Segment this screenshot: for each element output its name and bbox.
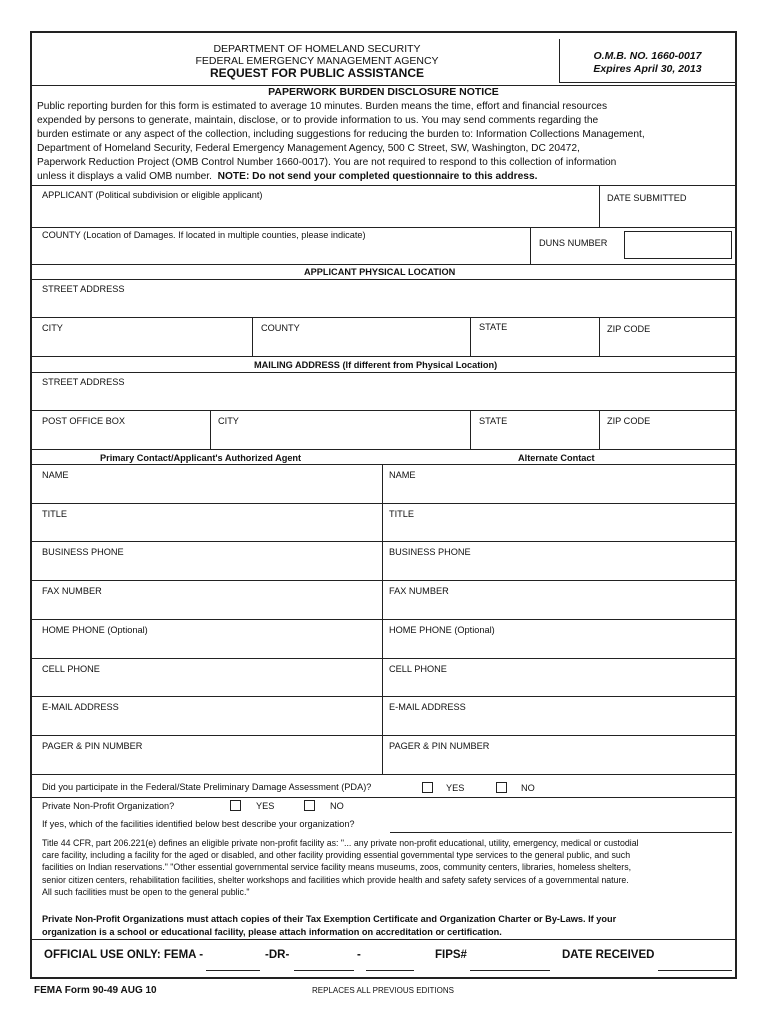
- facility-answer-line[interactable]: [390, 832, 732, 833]
- primary-business-phone-label[interactable]: BUSINESS PHONE: [42, 547, 124, 557]
- duns-number-label: DUNS NUMBER: [539, 238, 608, 248]
- definition-line: All such facilities must be open to the general public.": [42, 886, 250, 897]
- physical-location-title: APPLICANT PHYSICAL LOCATION: [304, 267, 456, 277]
- street-address-label[interactable]: STREET ADDRESS: [42, 284, 125, 294]
- definition-line: senior citizen centers, rehabilitation facilities, shelter workshops and facilities which provide health and safety safety services of a governmental nature.: [42, 874, 629, 885]
- agency-block: [92, 43, 542, 79]
- alternate-name-label[interactable]: NAME: [389, 470, 416, 480]
- instruction-line: Private Non-Profit Organizations must attach copies of their Tax Exemption Certificate and Organization Charter or By-Laws. If your: [42, 914, 617, 924]
- notice-line: [37, 170, 732, 184]
- pnp-no-label: NO: [330, 801, 344, 811]
- omb-number: O.M.B. NO. 1660-0017: [593, 50, 702, 62]
- alternate-email-label[interactable]: E-MAIL ADDRESS: [389, 702, 466, 712]
- primary-cell-phone-label[interactable]: CELL PHONE: [42, 664, 100, 674]
- divider: [252, 317, 253, 356]
- divider: [32, 317, 735, 318]
- alternate-cell-phone-label[interactable]: CELL PHONE: [389, 664, 447, 674]
- divider: [32, 449, 735, 450]
- paperwork-notice-text: [37, 100, 732, 184]
- date-submitted-label: DATE SUBMITTED: [607, 193, 687, 203]
- primary-fax-label[interactable]: FAX NUMBER: [42, 586, 102, 596]
- primary-title-label[interactable]: TITLE: [42, 509, 68, 519]
- alternate-contact-title: Alternate Contact: [518, 453, 595, 463]
- mailing-zip-label[interactable]: ZIP CODE: [607, 416, 651, 426]
- duns-number-input[interactable]: [624, 231, 732, 259]
- notice-line: Paperwork Reduction Project (OMB Control Number 1660-0017). You are not required to respond to this collection of information: [37, 157, 617, 168]
- divider: [32, 774, 735, 775]
- post-office-box-label[interactable]: POST OFFICE BOX: [42, 416, 126, 426]
- divider: [32, 658, 735, 659]
- agency-name: FEDERAL EMERGENCY MANAGEMENT AGENCY: [195, 55, 439, 67]
- divider: [32, 541, 735, 542]
- primary-name-label[interactable]: NAME: [42, 470, 69, 480]
- dr-number-line[interactable]: [294, 970, 354, 971]
- notice-line: expended by persons to generate, maintain, disclose, or to provide information to us. You may send comments regarding the: [37, 115, 599, 126]
- primary-pager-label[interactable]: PAGER & PIN NUMBER: [42, 741, 143, 751]
- divider: [32, 696, 735, 697]
- alternate-home-phone-label[interactable]: HOME PHONE (Optional): [389, 625, 495, 635]
- pnp-yes-label: YES: [256, 801, 275, 811]
- primary-email-label[interactable]: E-MAIL ADDRESS: [42, 702, 119, 712]
- divider: [599, 317, 600, 356]
- pnp-no-checkbox[interactable]: [304, 800, 315, 811]
- attachment-instructions: [42, 913, 732, 939]
- primary-contact-title: Primary Contact/Applicant's Authorized Agent: [100, 453, 302, 463]
- divider: [470, 317, 471, 356]
- divider: [32, 410, 735, 411]
- title44-definition: [42, 837, 732, 898]
- notice-line: Department of Homeland Security, Federal Emergency Management Agency, 500 C Street, SW, Washington, DC 20472,: [37, 143, 580, 154]
- instruction-line: organization is a school or educational facility, please attach information on accreditation or certification.: [42, 927, 502, 937]
- county-label: COUNTY (Location of Damages. If located in multiple counties, please indicate): [42, 230, 366, 240]
- alternate-title-label[interactable]: TITLE: [389, 509, 415, 519]
- suffix-number-line[interactable]: [366, 970, 414, 971]
- pda-yes-checkbox[interactable]: [422, 782, 433, 793]
- divider: [32, 372, 735, 373]
- divider: [470, 410, 471, 449]
- pnp-yes-checkbox[interactable]: [230, 800, 241, 811]
- divider: [32, 797, 735, 798]
- replaces-notice: REPLACES ALL PREVIOUS EDITIONS: [312, 986, 454, 995]
- divider: [32, 356, 735, 357]
- divider: [32, 580, 735, 581]
- fips-number-line[interactable]: [470, 970, 550, 971]
- mailing-state-label[interactable]: STATE: [479, 416, 508, 426]
- date-received-line[interactable]: [658, 970, 732, 971]
- zip-code-label[interactable]: ZIP CODE: [607, 324, 651, 334]
- divider: [32, 939, 735, 940]
- notice-line: Public reporting burden for this form is estimated to average 10 minutes. Burden means the time, effort and financial resources: [37, 101, 608, 112]
- date-received-label: DATE RECEIVED: [562, 949, 655, 961]
- definition-line: care facility, including a facility for the aged or disabled, and other facility providing essential governmental type services to the general public, and such: [42, 850, 631, 861]
- county-field-label[interactable]: COUNTY: [261, 323, 300, 333]
- pda-no-checkbox[interactable]: [496, 782, 507, 793]
- divider: [599, 185, 600, 227]
- divider: [32, 619, 735, 620]
- applicant-label: APPLICANT (Political subdivision or eligible applicant): [42, 190, 263, 200]
- dash-label: -: [357, 949, 361, 961]
- mailing-city-label[interactable]: CITY: [218, 416, 239, 426]
- city-label[interactable]: CITY: [42, 323, 63, 333]
- definition-line: facilities on Indian reservations." "Other essential governmental service facility means museums, zoos, community centers, libraries, homeless shelters,: [42, 862, 632, 873]
- divider: [32, 264, 735, 265]
- alternate-business-phone-label[interactable]: BUSINESS PHONE: [389, 547, 471, 557]
- omb-expiration: Expires April 30, 2013: [593, 63, 702, 75]
- request-for-public-assistance-form: [30, 31, 737, 979]
- official-use-label: OFFICIAL USE ONLY: FEMA -: [44, 949, 204, 961]
- alternate-fax-label[interactable]: FAX NUMBER: [389, 586, 449, 596]
- divider: [32, 464, 735, 465]
- notice-note: NOTE: Do not send your completed questionnaire to this address.: [217, 171, 538, 182]
- divider: [32, 227, 735, 228]
- notice-line: burden estimate or any aspect of the collection, including suggestions for reducing the burden to: Information Collections Management,: [37, 129, 645, 140]
- form-number: FEMA Form 90-49 AUG 10: [34, 985, 157, 996]
- divider: [599, 410, 600, 449]
- divider: [32, 735, 735, 736]
- divider: [32, 185, 735, 186]
- divider: [32, 503, 735, 504]
- form-header: [32, 33, 735, 85]
- department-name: DEPARTMENT OF HOMELAND SECURITY: [213, 43, 421, 55]
- divider: [210, 410, 211, 449]
- omb-box: [559, 39, 735, 83]
- divider: [32, 279, 735, 280]
- fips-label: FIPS#: [435, 949, 467, 961]
- pda-question: Did you participate in the Federal/State Preliminary Damage Assessment (PDA)?: [42, 782, 372, 792]
- form-title: REQUEST FOR PUBLIC ASSISTANCE: [209, 66, 424, 80]
- definition-line: Title 44 CFR, part 206.221(e) defines an eligible private non-profit facility as: "... any private non-profit educational, utility, emergency, medical or custodial: [42, 838, 639, 848]
- state-label[interactable]: STATE: [479, 322, 508, 332]
- divider: [530, 227, 531, 264]
- pda-no-label: NO: [521, 783, 535, 793]
- mailing-street-label[interactable]: STREET ADDRESS: [42, 377, 125, 387]
- mailing-address-title: MAILING ADDRESS (If different from Physical Location): [254, 360, 498, 370]
- paperwork-notice-title: PAPERWORK BURDEN DISCLOSURE NOTICE: [268, 86, 499, 98]
- pda-yes-label: YES: [446, 783, 465, 793]
- fema-number-line[interactable]: [206, 970, 260, 971]
- pnp-question: Private Non-Profit Organization?: [42, 801, 175, 811]
- alternate-pager-label[interactable]: PAGER & PIN NUMBER: [389, 741, 490, 751]
- primary-home-phone-label[interactable]: HOME PHONE (Optional): [42, 625, 148, 635]
- notice-text: unless it displays a valid OMB number.: [37, 171, 212, 182]
- dr-label: -DR-: [265, 949, 290, 961]
- facility-question: If yes, which of the facilities identified below best describe your organization?: [42, 819, 355, 829]
